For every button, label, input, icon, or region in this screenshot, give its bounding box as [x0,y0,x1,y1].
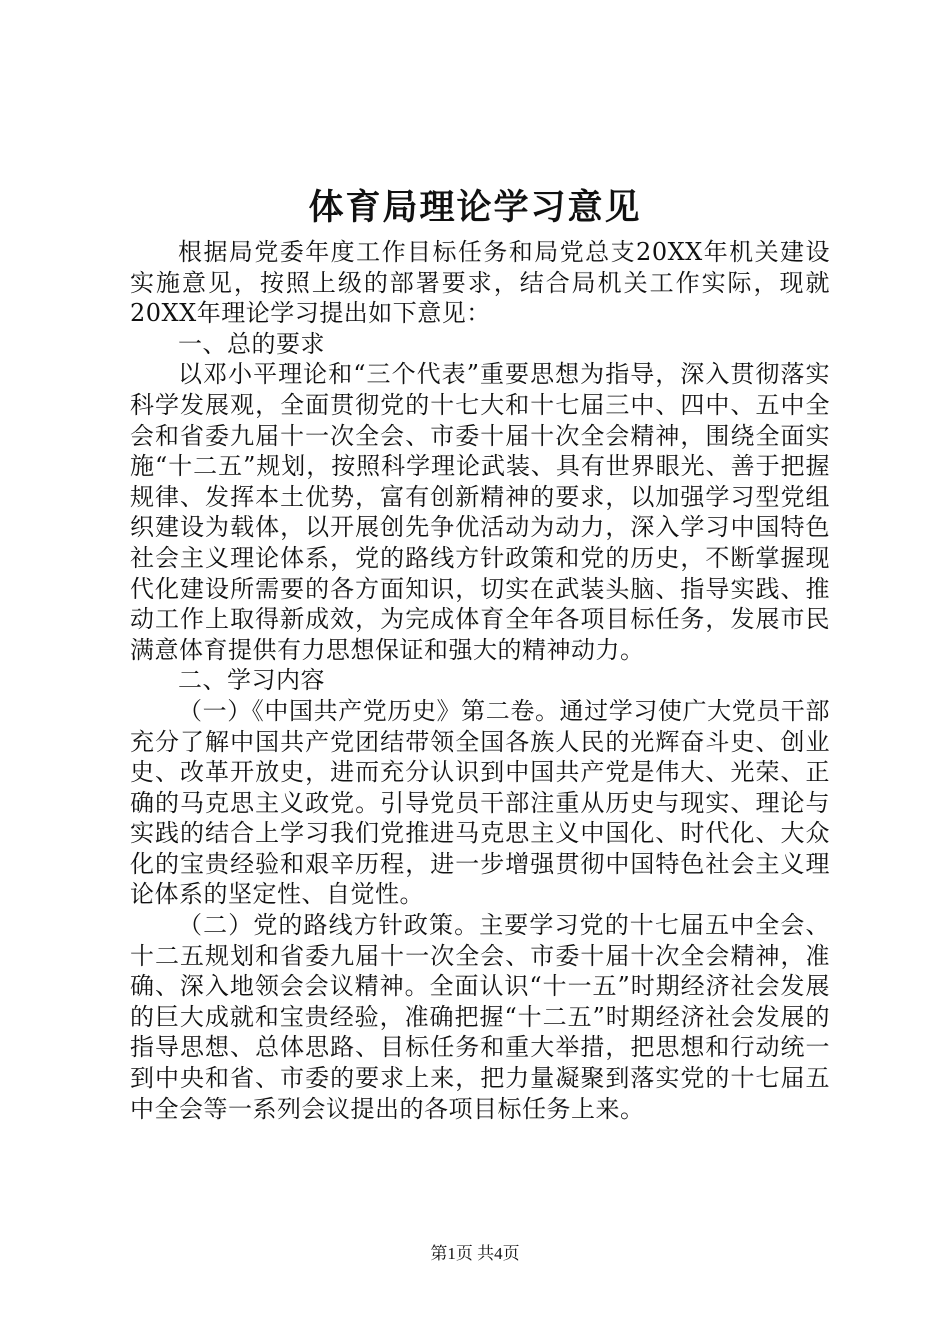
study-content-item-2: （二）党的路线方针政策。主要学习党的十七届五中全会、十二五规划和省委九届十一次全会、市委十届十次全会精神，准确、深入地领会会议精神。全面认识“十一五”时期经济社会发展的巨大成就和宝贵经验，准确把握“十二五”时期经济社会发展的指导思想、总体思路、目标任务和重大举措，把思想和行动统一到中央和省、市委的要求上来，把力量凝聚到落实党的十七届五中全会等一系列会议提出的各项目标任务上来。 [130,911,830,1123]
document-body [130,237,830,1124]
study-content-item-1: （一）《中国共产党历史》第二卷。通过学习使广大党员干部充分了解中国共产党团结带领全国各族人民的光辉奋斗史、创业史、改革开放史，进而充分认识到中国共产党是伟大、光荣、正确的马克思主义政党。引导党员干部注重从历史与现实、理论与实践的结合上学习我们党推进马克思主义中国化、时代化、大众化的宝贵经验和艰辛历程，进一步增强贯彻中国特色社会主义理论体系的坚定性、自觉性。 [130,696,830,909]
section-heading-general-requirements: 一、总的要求 [178,329,325,358]
general-requirements-paragraph: 以邓小平理论和“三个代表”重要思想为指导，深入贯彻落实科学发展观，全面贯彻党的十七大和十七届三中、四中、五中全会和省委九届十一次全会、市委十届十次全会精神，围绕全面实施“十二五”规划，按照科学理论武装、具有世界眼光、善于把握规律、发挥本土优势，富有创新精神的要求，以加强学习型党组织建设为载体，以开展创先争优活动为动力，深入学习中国特色社会主义理论体系，党的路线方针政策和党的历史，不断掌握现代化建设所需要的各方面知识，切实在武装头脑、指导实践、推动工作上取得新成效，为完成体育全年各项目标任务，发展市民满意体育提供有力思想保证和强大的精神动力。 [130,360,830,664]
page-number-footer: 第1页 共4页 [430,1244,520,1263]
section-heading-study-content: 二、学习内容 [178,666,325,695]
document-title: 体育局理论学习意见 [308,187,642,228]
intro-paragraph: 根据局党委年度工作目标任务和局党总支20XX年机关建设实施意见，按照上级的部署要求，结合局机关工作实际，现就20XX年理论学习提出如下意见： [130,238,830,328]
